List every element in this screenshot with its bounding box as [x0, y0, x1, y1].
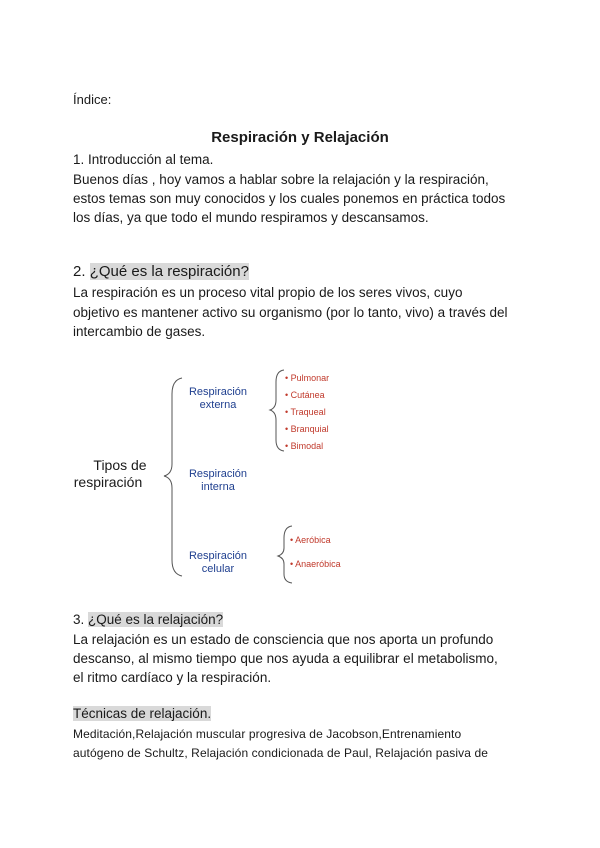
section1-line: Buenos días , hoy vamos a hablar sobre la relajación y la respiración, — [73, 172, 489, 187]
section3-line: descanso, al mismo tiempo que nos ayuda a equilibrar el metabolismo, — [73, 651, 498, 666]
item-branquial: • Branquial — [285, 424, 329, 434]
techniques-heading — [73, 704, 211, 724]
section2-line: La respiración es un proceso vital propio de los seres vivos, cuyo — [73, 285, 463, 300]
item-cutanea-label: Cutánea — [290, 390, 325, 400]
item-bimodal: • Bimodal — [285, 441, 324, 451]
item-anaerobica-label: Anaeróbica — [295, 559, 341, 569]
section3-line: La relajación es un estado de consciencia que nos aporta un profundo — [73, 632, 494, 647]
item-branquial-label: Branquial — [290, 424, 329, 434]
branch-external-line1: Respiración — [188, 386, 248, 398]
techniques-line: Meditación,Relajación muscular progresiva de Jacobson,Entrenamiento — [73, 727, 462, 741]
item-aerobica: • Aeróbica — [290, 535, 331, 545]
section2-line: objetivo es mantener activo su organismo (por lo tanto, vivo) a través del — [73, 305, 508, 320]
techniques-title: Técnicas de relajación. — [73, 706, 212, 721]
item-traqueal-label: Traqueal — [290, 407, 326, 417]
section3-title: ¿Qué es la relajación? — [88, 612, 224, 627]
section1-line: los días, ya que todo el mundo respiramos y descansamos. — [73, 210, 429, 225]
section3-heading — [73, 610, 223, 630]
section2-line: intercambio de gases. — [73, 324, 206, 339]
branch-internal-line1: Respiración — [188, 468, 248, 480]
section1-line: estos temas son muy conocidos y los cuales ponemos en práctica todos — [73, 191, 506, 206]
branch-cellular-line1: Respiración — [188, 550, 248, 562]
document-title: Respiración y Relajación — [211, 129, 389, 146]
diagram-root-line2: respiración — [73, 474, 143, 490]
item-cutanea: • Cutánea — [285, 390, 325, 400]
section2-number: 2. — [73, 263, 90, 280]
item-aerobica-label: Aeróbica — [295, 535, 331, 545]
branch-internal-line2: interna — [201, 481, 235, 493]
branch-cellular-line2: celular — [201, 563, 235, 575]
item-anaerobica: • Anaeróbica — [290, 559, 341, 569]
section2-title: ¿Qué es la respiración? — [89, 263, 249, 280]
item-bimodal-label: Bimodal — [290, 441, 324, 451]
section3-number: 3. — [73, 612, 89, 627]
item-traqueal: • Traqueal — [285, 407, 326, 417]
section1-heading: 1. Introducción al tema. — [73, 152, 214, 167]
techniques-line: autógeno de Schultz, Relajación condicionada de Paul, Relajación pasiva de — [73, 746, 489, 760]
section3-line: el ritmo cardíaco y la respiración. — [73, 670, 272, 685]
respiration-types-diagram — [70, 360, 370, 590]
index-label: Índice: — [73, 92, 112, 107]
diagram-root-line1: Tipos de — [93, 457, 147, 473]
section2-heading — [73, 262, 249, 282]
item-pulmonar-label: Pulmonar — [290, 373, 330, 383]
branch-external-line2: externa — [199, 399, 237, 411]
external-brace — [270, 370, 284, 451]
main-brace — [164, 378, 182, 576]
item-pulmonar: • Pulmonar — [285, 373, 330, 383]
